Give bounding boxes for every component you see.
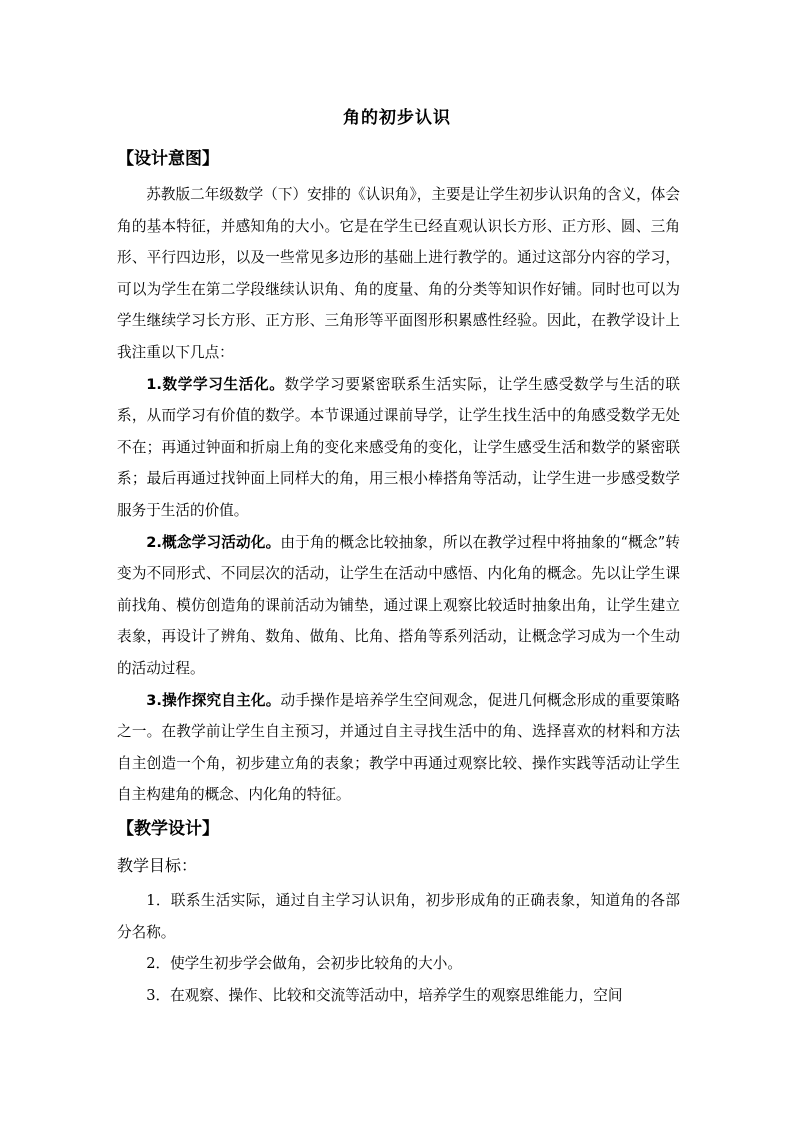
point-text: 数学学习要紧密联系生活实际，让学生感受数学与生活的联系，从而学习有价值的数学。本节课通过课前导学，让学生找生活中的角感受数学无处不在；再通过钟面和折扇上角的变化来感受角的变化，让学生感受生活和数学的紧密联系；最后再通过找钟面上同样大的角，用三根小棒搭角等活动，让学生进一步感受数学服务于生活的价值。: [117, 375, 680, 519]
section-heading-design-intent: 【设计意图】: [117, 149, 219, 169]
design-intent-point-3: [117, 685, 680, 811]
goals-heading: 教学目标：: [117, 856, 198, 875]
point-text: 由于角的概念比较抽象，所以在教学过程中将抽象的“概念”转变为不同形式、不同层次的活动，让学生在活动中感悟、内化角的概念。先以让学生课前找角、模仿创造角的课前活动为铺垫，通过课上观察比较适时抽象出角，让学生建立表象，再设计了辨角、数角、做角、比角、搭角等系列活动，让概念学习成为一个生动的活动过程。: [117, 533, 680, 677]
design-intent-point-2: [117, 527, 680, 685]
point-label: 2.概念学习活动化。: [146, 533, 281, 551]
design-intent-body: [117, 179, 680, 811]
goals-list: [117, 885, 680, 1011]
point-label: 3.操作探究自主化。: [146, 691, 281, 709]
section-heading-teaching-design: 【教学设计】: [117, 819, 219, 839]
design-intent-point-1: [117, 369, 680, 527]
design-intent-intro: 苏教版二年级数学（下）安排的《认识角》，主要是让学生初步认识角的含义，体会角的基本特征，并感知角的大小。它是在学生已经直观认识长方形、正方形、圆、三角形、平行四边形，以及一些常见多边形的基础上进行教学的。通过这部分内容的学习，可以为学生在第二学段继续认识角、角的度量、角的分类等知识作好铺。同时也可以为学生继续学习长方形、正方形、三角形等平面图形积累感性经验。因此，在教学设计上我注重以下几点：: [117, 186, 680, 361]
point-label: 1.数学学习生活化。: [146, 375, 285, 393]
point-text: 动手操作是培养学生空间观念，促进几何概念形成的重要策略之一。在教学前让学生自主预习，并通过自主寻找生活中的角、选择喜欢的材料和方法自主创造一个角，初步建立角的表象；教学中再通过观察比较、操作实践等活动让学生自主构建角的概念、内化角的特征。: [117, 691, 680, 804]
goal-item: 2．使学生初步学会做角，会初步比较角的大小。: [146, 955, 462, 973]
goal-item: 3．在观察、操作、比较和交流等活动中，培养学生的观察思维能力，空间: [146, 986, 623, 1004]
document-title: 角的初步认识: [343, 108, 451, 128]
goal-item: 1．联系生活实际，通过自主学习认识角，初步形成角的正确表象，知道角的各部分名称。: [117, 892, 680, 941]
